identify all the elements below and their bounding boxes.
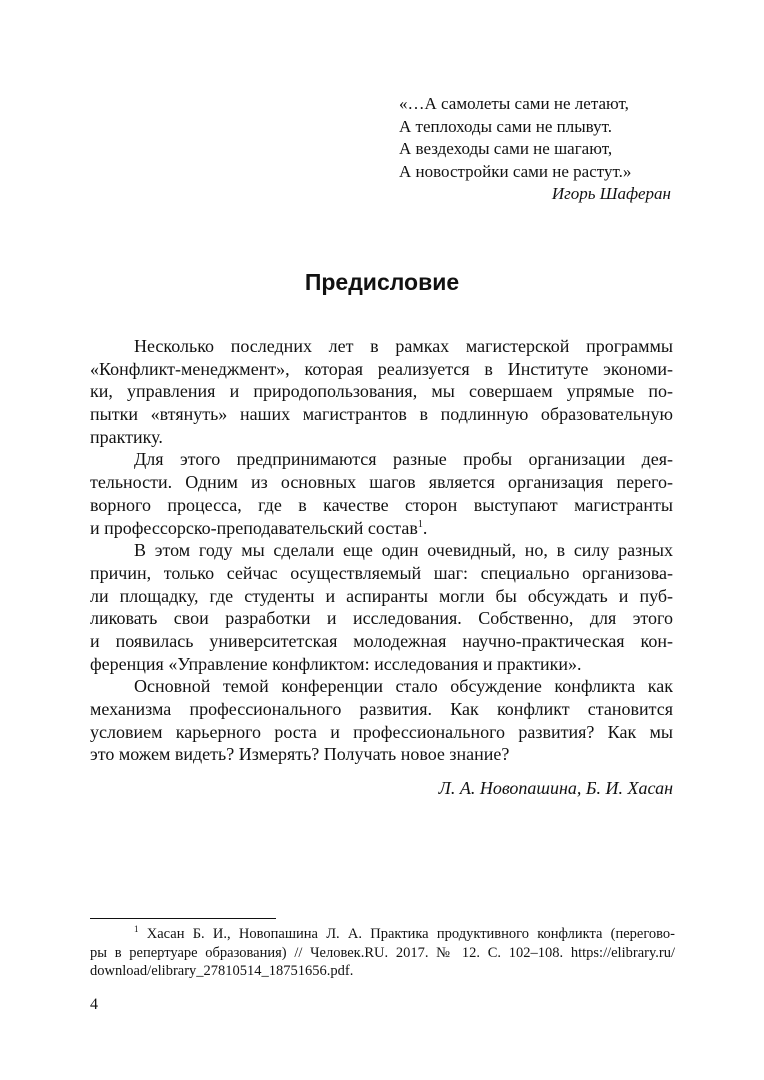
epigraph-line: «…А самолеты сами не летают, (399, 94, 629, 113)
text-line: Основной темой конференции стало обсуждение конфликта как (134, 676, 673, 697)
text-line: Несколько последних лет в рамках магистерской программы (134, 336, 673, 356)
page-title: Предисловие (304, 269, 460, 295)
text-line: В этом году мы сделали еще один очевидный, но, в силу разных (134, 540, 673, 561)
text-line: и профессорско-преподавательский состав$^1$. (90, 517, 428, 538)
epigraph-author: Игорь Шаферан (551, 184, 671, 203)
footnote-line (90, 925, 675, 944)
text-line: ференция «Управление конфликтом: исследования и практики». (90, 653, 582, 674)
text-line: практику. (90, 426, 163, 447)
text-line: Для этого предпринимаются разные пробы организации дея- (134, 449, 673, 470)
paragraph (90, 675, 673, 766)
epigraph-line: А новостройки сами не растут.» (399, 161, 632, 181)
footnote (90, 925, 675, 981)
body-text (90, 335, 673, 766)
paragraph (90, 335, 673, 448)
epigraph-line: А вездеходы сами не шагают, (399, 139, 613, 158)
text-line: ликовать свои разработки и исследования. Собственно, для этого (90, 608, 673, 629)
text-line: ли площадку, где студенты и аспиранты могли бы обсуждать и пуб- (90, 585, 673, 606)
text-line: условием карьерного роста и профессионального развития? Как мы (90, 721, 673, 742)
text-line: это можем видеть? Измерять? Получать новое знание? (90, 744, 510, 765)
text-segment: Хасан Б. И., Новопашина Л. А. Практика продуктивного конфликта (перегово- (146, 926, 676, 942)
page-number: 4 (90, 996, 98, 1013)
footnote-line: download/elibrary_27810514_18751656.pdf. (90, 963, 354, 979)
footnote-marker: 1 (134, 924, 139, 935)
text-segment: и профессорско-преподавательский состав (90, 517, 418, 538)
footnote-reference[interactable]: 1 (417, 518, 423, 530)
text-line: ворного процесса, где в качестве сторон выступают магистранты (90, 494, 673, 515)
footnote-divider (90, 918, 276, 919)
epigraph-line: А теплоходы сами не плывут. (399, 116, 612, 136)
footnote-line: ры в репертуаре образования) // Человек.RU. 2017. № 12. С. 102–108. https://elibrary.ru/ (90, 944, 675, 961)
epigraph (399, 93, 689, 206)
text-line: механизма профессионального развития. Как конфликт становится (90, 699, 673, 719)
text-line: «Конфликт-менеджмент», которая реализуется в Институте экономи- (90, 358, 673, 379)
text-line: причин, только сейчас осуществляемый шаг: специально организова- (90, 562, 673, 583)
text-line: пытки «втянуть» наших магистрантов в подлинную образовательную (90, 404, 673, 425)
text-line: и появилась университетская молодежная научно-практическая кон- (90, 630, 673, 651)
text-line: тельности. Одним из основных шагов является организация перего- (90, 472, 673, 493)
signature: Л. А. Новопашина, Б. И. Хасан (438, 778, 673, 798)
paragraph (90, 448, 673, 539)
paragraph (90, 539, 673, 675)
text-line: ки, управления и природопользования, мы совершаем упрямые по- (90, 381, 673, 402)
